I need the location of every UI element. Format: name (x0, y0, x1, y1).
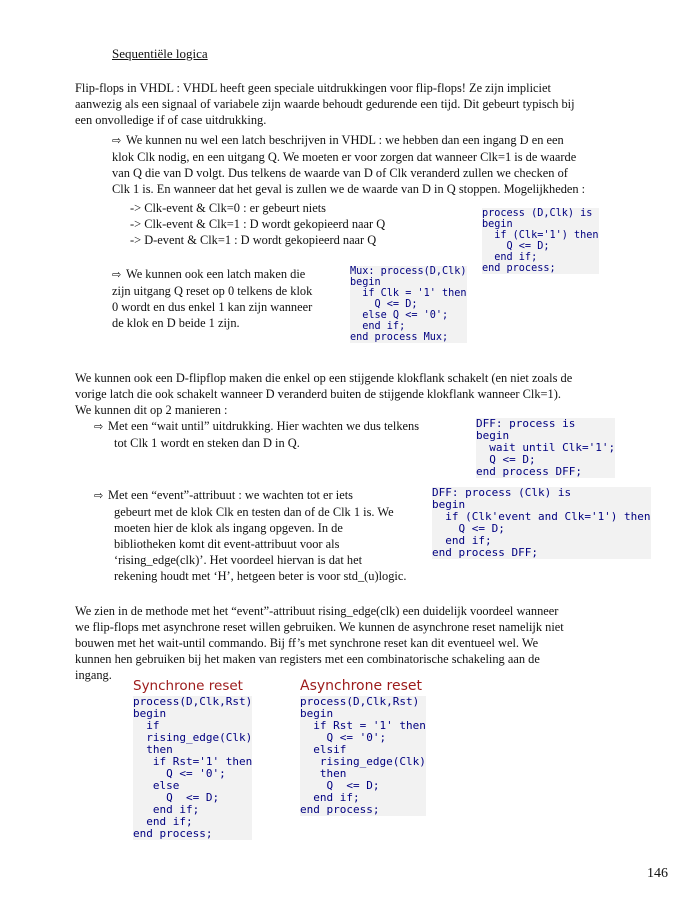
latch-line-1: We kunnen nu wel een latch beschrijven in VHDL : we hebben dan een ingang D en een (126, 133, 564, 147)
dff-line-3: We kunnen dit op 2 manieren : (75, 403, 228, 417)
event-line-4: bibliotheken komt dit event-attribuut voor als (114, 537, 340, 551)
async-reset-code-block: process(D,Clk,Rst) begin if Rst = '1' then Q <= '0'; elsif rising_edge(Clk) then Q <= D; end if; end process; (300, 695, 426, 816)
dff-line-1: We kunnen ook een D-flipflop maken die enkel op een stijgende klokflank schakelt (en niet zoals de (75, 371, 573, 385)
latch-code-block: process (D,Clk) is begin if (Clk='1') then Q <= D; end if; end process; (482, 208, 599, 274)
latch-line-2: klok Clk nodig, en een uitgang Q. We moeten er voor zorgen dat wanneer Clk=1 is de waarde (112, 150, 577, 164)
event-line-6: rekening houdt met ‘H’, hetgeen beter is voor std_(u)logic. (114, 569, 407, 583)
intro-line-3: een onvolledige if of case uitdrukking. (75, 113, 267, 127)
page-number: 146 (647, 866, 668, 881)
conclusion-line-5: ingang. (75, 668, 112, 682)
arrow-icon: ⇨ (94, 489, 104, 502)
latch-options-list (130, 200, 385, 248)
dff-line-2: vorige latch die ook schakelt wanneer D veranderd buiten de stijgende klokflank wanneer Clk=1). (75, 387, 561, 401)
conclusion-line-3: bouwen met het wait-until commando. Bij ff’s met synchrone reset kan dit eventueel wel. We (75, 636, 539, 650)
reset-latch-line-3: 0 wordt en dus enkel 1 kan zijn wanneer (112, 300, 313, 314)
intro-line-1: Flip-flops in VHDL : VHDL heeft geen speciale uitdrukkingen voor flip-flops! Ze zijn impliciet (75, 81, 551, 95)
async-reset-heading: Asynchrone reset (300, 678, 423, 694)
latch-option: -> Clk-event & Clk=1 : D wordt gekopieerd naar Q (130, 217, 386, 231)
sync-reset-code-block: process(D,Clk,Rst) begin if rising_edge(Clk) then if Rst='1' then Q <= '0'; else Q <= D; end if; end if; end process; (133, 695, 253, 840)
arrow-icon: ⇨ (112, 268, 122, 281)
conclusion-line-1: We zien in de methode met het “event”-attribuut rising_edge(clk) een duidelijk voordeel wanneer (75, 604, 559, 618)
wait-line-1: Met een “wait until” uitdrukking. Hier wachten we dus telkens (108, 419, 420, 433)
event-line-5: ‘rising_edge(clk)’. Het voordeel hiervan is dat het (114, 553, 363, 567)
latch-line-3: van Q die van D volgt. Dus telkens de waarde van D of Clk veranderd zullen we checken of (112, 166, 568, 180)
section-heading: Sequentiële logica (112, 46, 208, 61)
conclusion-line-2: we flip-flops met asynchrone reset willen gebruiken. We kunnen de asynchrone reset namelijk niet (75, 620, 564, 634)
latch-option: -> Clk-event & Clk=0 : er gebeurt niets (130, 201, 327, 215)
dff-paragraph (75, 370, 645, 418)
wait-until-item (94, 418, 469, 451)
reset-latch-line-1: We kunnen ook een latch maken die (126, 267, 306, 281)
event-line-1: Met een “event”-attribuut : we wachten tot er iets (108, 488, 353, 502)
event-line-2: gebeurt met de klok Clk en testen dan of de Clk 1 is. We (114, 505, 394, 519)
sync-reset-heading: Synchrone reset (133, 678, 243, 694)
event-code-block: DFF: process (Clk) is begin if (Clk'event and Clk='1') then Q <= D; end if; end process DFF; (432, 486, 651, 559)
latch-line-4: Clk 1 is. En wanneer dat het geval is zullen we de waarde van D in Q stoppen. Mogelijkheden : (112, 182, 586, 196)
latch-paragraph (112, 132, 652, 197)
reset-latch-line-4: de klok en D beide 1 zijn. (112, 316, 240, 330)
mux-code-block: Mux: process(D,Clk) begin if Clk = '1' then Q <= D; else Q <= '0'; end if; end process Mux; (350, 266, 467, 343)
arrow-icon: ⇨ (112, 134, 122, 147)
wait-line-2: tot Clk 1 wordt en steken dan D in Q. (114, 436, 300, 450)
wait-code-block: DFF: process is begin wait until Clk='1'; Q <= D; end process DFF; (476, 417, 616, 478)
conclusion-line-4: kunnen hen gebruiken bij het maken van registers met een combinatorische schakeling aan de (75, 652, 540, 666)
arrow-icon: ⇨ (94, 420, 104, 433)
latch-option: -> D-event & Clk=1 : D wordt gekopieerd naar Q (130, 233, 377, 247)
reset-latch-line-2: zijn uitgang Q reset op 0 telkens de klok (112, 284, 313, 298)
reset-latch-paragraph (112, 266, 342, 331)
event-line-3: moeten hier de klok als ingang opgeven. In de (114, 521, 343, 535)
conclusion-paragraph (75, 603, 655, 683)
event-attribute-item (94, 487, 434, 584)
intro-paragraph (75, 80, 635, 128)
intro-line-2: aanwezig als een signaal of variabele zijn waarde behoudt gedurende een tijd. Dit gebeurt typisch bij (75, 97, 575, 111)
